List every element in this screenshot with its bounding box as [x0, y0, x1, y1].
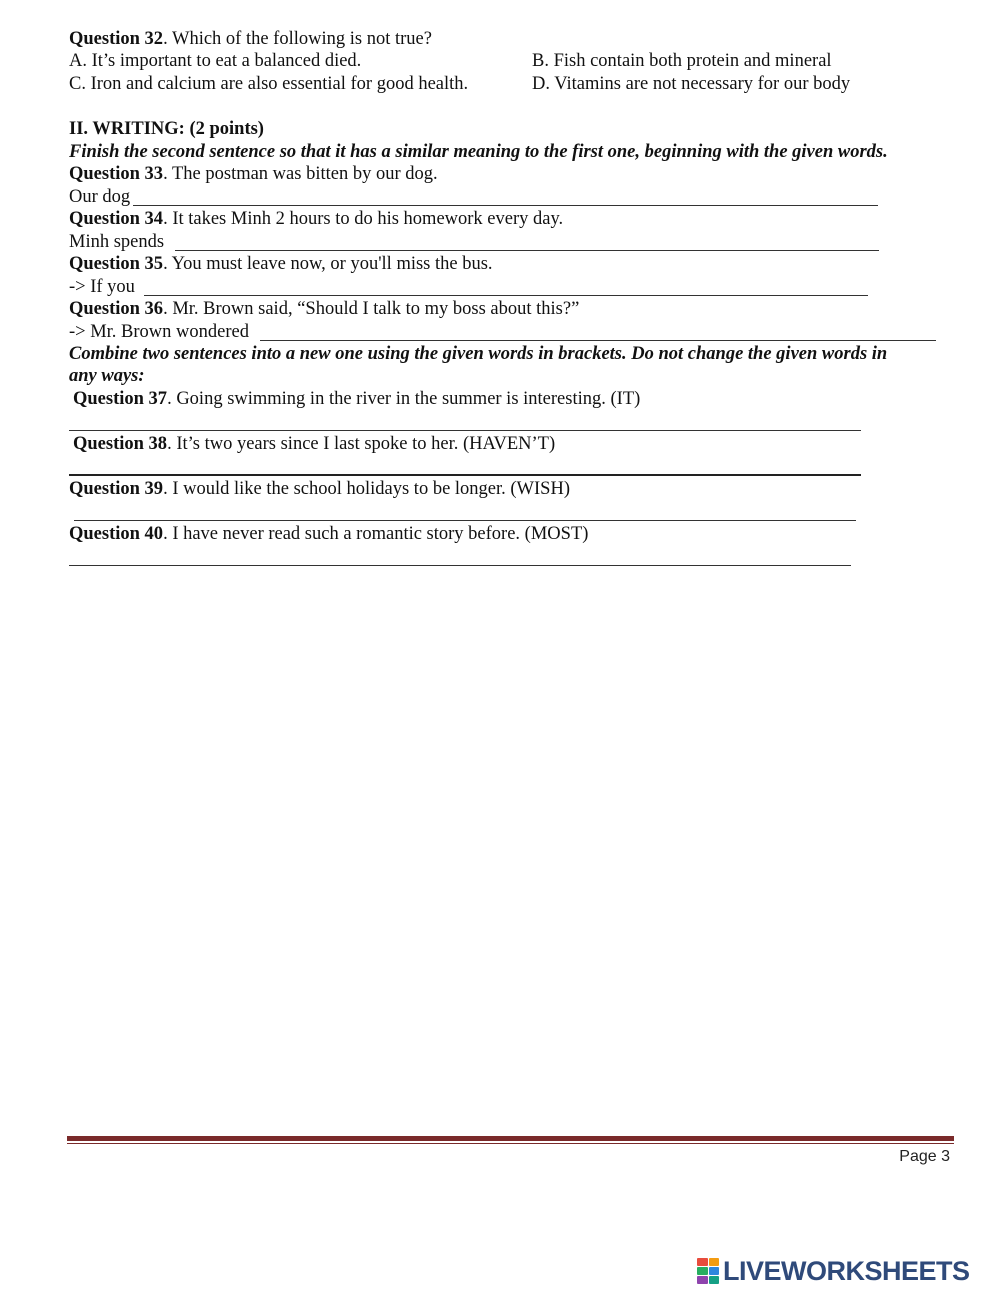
question-36: [69, 298, 579, 320]
question-32: [69, 28, 432, 50]
instruction-combine: Combine two sentences into a new one using the given words in brackets. Do not change the given words in: [69, 344, 888, 364]
answer-line-35[interactable]: [144, 295, 868, 296]
instruction-combine-cont: any ways:: [69, 366, 145, 386]
question-35: [69, 253, 493, 275]
page-number: Page 3: [899, 1148, 950, 1165]
answer-line-40[interactable]: [69, 565, 851, 566]
question-text: . You must leave now, or you'll miss the bus.: [163, 254, 493, 274]
answer-prompt-33: Our dog: [69, 187, 131, 207]
question-34: [69, 208, 563, 230]
option-c: C. Iron and calcium are also essential for good health.: [69, 74, 469, 94]
question-label: Question 39: [69, 479, 164, 499]
instruction-transform: Finish the second sentence so that it has a similar meaning to the first one, beginning with the given words.: [69, 142, 888, 162]
answer-prompt-34: Minh spends: [69, 232, 165, 252]
question-label: Question 37: [73, 389, 168, 409]
answer-line-34[interactable]: [175, 250, 879, 251]
question-38: [73, 433, 555, 455]
brand-mark-icon: [697, 1258, 719, 1284]
question-40: [69, 523, 588, 545]
question-text: . It takes Minh 2 hours to do his homework every day.: [163, 209, 564, 229]
footer-rule-thin: [67, 1143, 954, 1144]
answer-line-36[interactable]: [260, 340, 936, 341]
question-label: Question 32: [69, 29, 164, 49]
option-d: D. Vitamins are not necessary for our body: [532, 74, 851, 94]
question-37: [73, 388, 640, 410]
question-text: . Which of the following is not true?: [163, 29, 432, 49]
answer-prompt-36: -> Mr. Brown wondered: [69, 322, 249, 342]
question-33: [69, 163, 438, 185]
footer-rule: [67, 1136, 954, 1141]
question-label: Question 34: [69, 209, 164, 229]
answer-line-33[interactable]: [133, 205, 878, 206]
answer-line-38[interactable]: [69, 474, 861, 476]
brand-name: LIVEWORKSHEETS: [723, 1255, 970, 1286]
option-b: B. Fish contain both protein and mineral: [532, 51, 832, 71]
option-a: A. It’s important to eat a balanced died.: [69, 51, 362, 71]
question-text: . The postman was bitten by our dog.: [163, 164, 438, 184]
question-label: Question 33: [69, 164, 164, 184]
answer-prompt-35: -> If you: [69, 277, 135, 297]
section-heading: II. WRITING: (2 points): [69, 119, 264, 139]
question-text: . I would like the school holidays to be longer. (WISH): [163, 479, 570, 499]
question-text: . I have never read such a romantic story before. (MOST): [163, 524, 589, 544]
question-text: . It’s two years since I last spoke to her. (HAVEN’T): [167, 434, 556, 454]
question-39: [69, 478, 570, 500]
answer-line-39[interactable]: [74, 520, 856, 521]
liveworksheets-logo: [697, 1253, 993, 1289]
question-label: Question 35: [69, 254, 164, 274]
question-text: . Going swimming in the river in the summer is interesting. (IT): [167, 389, 641, 409]
question-label: Question 36: [69, 299, 164, 319]
answer-line-37[interactable]: [69, 430, 861, 431]
question-label: Question 38: [73, 434, 168, 454]
question-text: . Mr. Brown said, “Should I talk to my boss about this?”: [163, 299, 580, 319]
question-label: Question 40: [69, 524, 164, 544]
